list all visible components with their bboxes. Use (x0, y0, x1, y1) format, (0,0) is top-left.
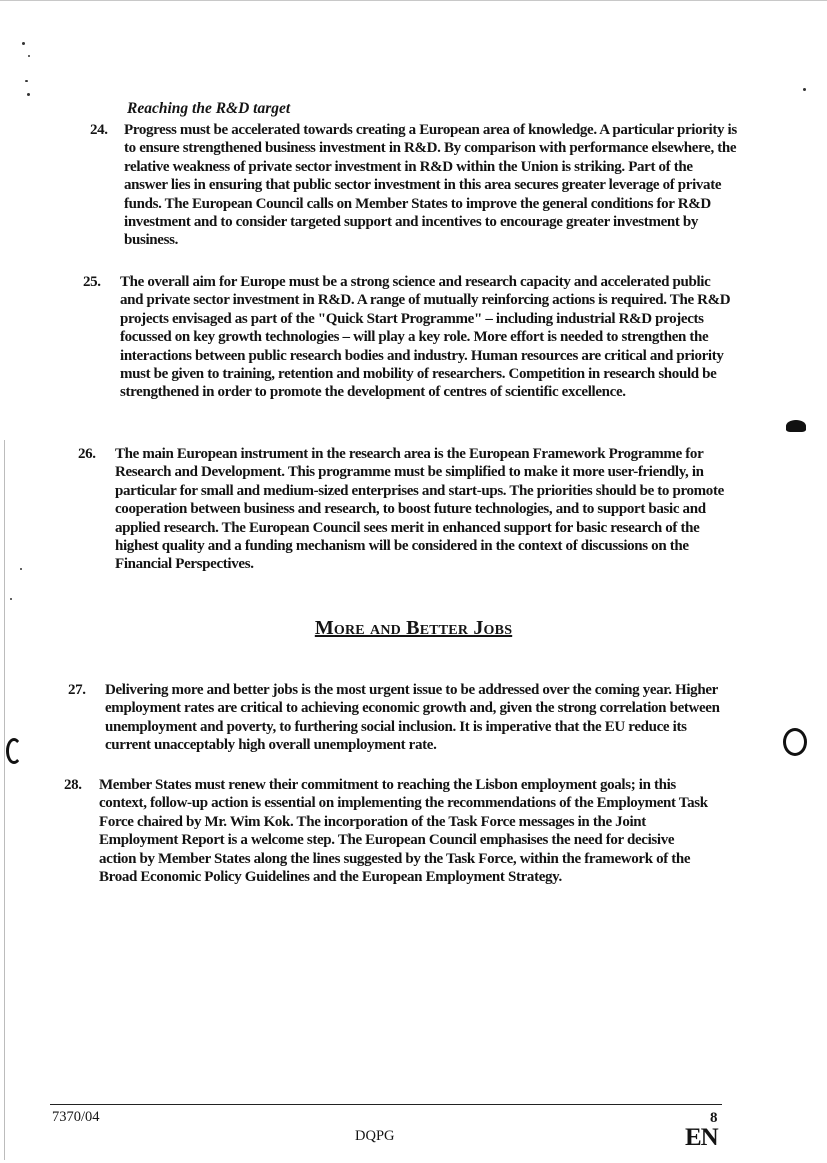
page-number: 8 (710, 1110, 718, 1126)
paragraph-text: Progress must be accelerated towards creating a European area of knowledge. A particular priority is to ensure strengthened business investment in R&D. By comparison with performance elsewhere, the relative weakness of private sector investment in R&D within the Union is striking. Part of the answer lies in ensuring that public sector investment in this area secures greater leverage of private funds. The European Council calls on Member States to improve the general conditions for R&D investment and to consider targeted support and incentives to encourage greater investment by business. (124, 122, 737, 249)
scan-left-edge (4, 440, 5, 1160)
paragraph-25 (83, 273, 735, 402)
paragraph-number: 26. (78, 446, 96, 462)
footer-rule (50, 1104, 722, 1105)
punch-hole-right (783, 728, 807, 756)
paragraph-24 (90, 121, 739, 250)
paragraph-number: 27. (68, 682, 86, 698)
punch-hole-left (6, 738, 22, 764)
paragraph-26 (78, 445, 730, 574)
paragraph-28 (64, 776, 714, 886)
subheading: Reaching the R&D target (127, 100, 291, 117)
paragraph-number: 24. (90, 122, 108, 138)
paragraph-27 (68, 681, 735, 755)
scan-top-edge (0, 0, 827, 1)
paragraph-text: Member States must renew their commitment to reaching the Lisbon employment goals; in this context, follow-up action is essential on implementing the recommendations of the Employment Task Force chaired by Mr. Wim Kok. The incorporation of the Task Force messages in the Joint Employment Report is a welcome step. The European Council emphasises the need for decisive action by Member States along the lines suggested by the Task Force, within the framework of the Broad Economic Policy Guidelines and the European Employment Strategy. (99, 777, 708, 886)
section-title: More and Better Jobs (314, 617, 513, 639)
paragraph-number: 28. (64, 777, 82, 793)
paragraph-text: The overall aim for Europe must be a strong science and research capacity and accelerated public and private sector investment in R&D. A range of mutually reinforcing actions is required. The R&D projects envisaged as part of the "Quick Start Programme" – including industrial R&D projects focussed on key growth technologies – will play a key role. More effort is needed to strengthen the interactions between public research bodies and industry. Human resources are critical and priority must be given to training, retention and mobility of researchers. Competition in research should be strengthened in order to promote the development of centres of scientific excellence. (120, 274, 731, 401)
department-code: DQPG (355, 1128, 395, 1144)
paragraph-number: 25. (83, 274, 101, 290)
document-id: 7370/04 (52, 1109, 100, 1125)
paragraph-text: Delivering more and better jobs is the most urgent issue to be addressed over the coming year. Higher employment rates are critical to achieving economic growth and, given the strong correlation between unemployment and poverty, to furthering social inclusion. It is imperative that the EU reduce its current unacceptably high overall unemployment rate. (105, 682, 720, 754)
scan-blob (786, 420, 806, 432)
paragraph-text: The main European instrument in the research area is the European Framework Programme for Research and Development. This programme must be simplified to make it more user-friendly, in particular for small and medium-sized enterprises and start-ups. The priorities should be to promote cooperation between business and research, to boost future technologies, and to support basic and applied research. The European Council sees merit in enhanced support for basic research of the highest quality and a funding mechanism will be considered in the context of discussions on the Financial Perspectives. (115, 446, 724, 573)
language-code: EN (685, 1124, 718, 1151)
